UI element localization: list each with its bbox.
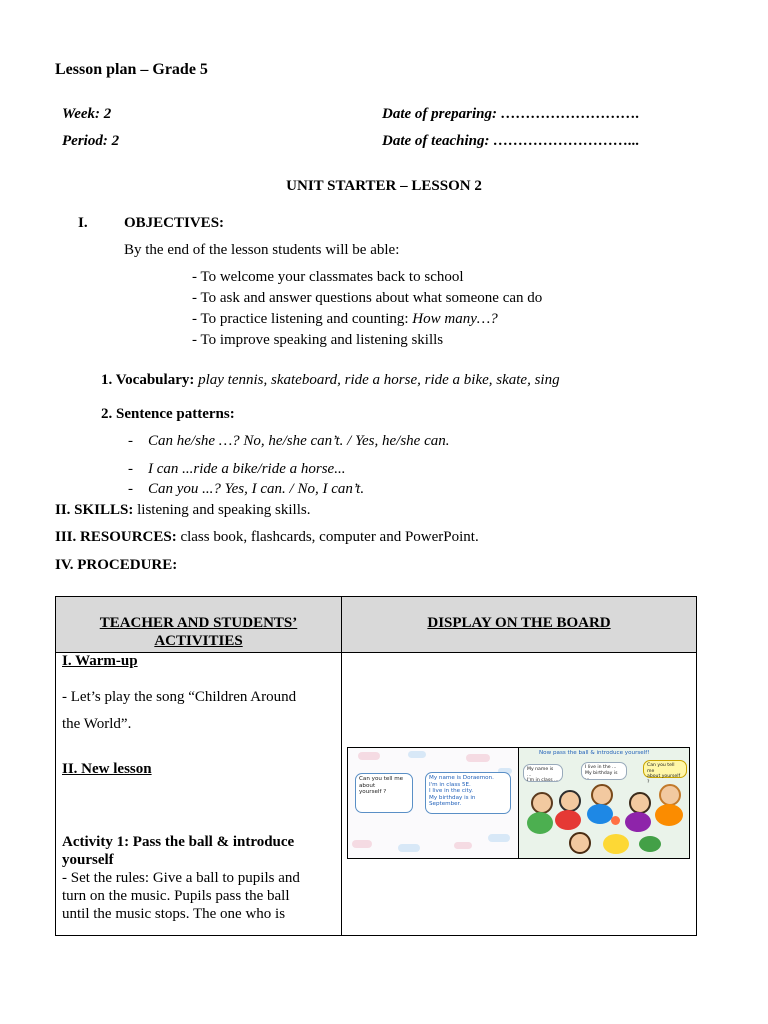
pattern-item: Can you ...? Yes, I can. / No, I can’t. — [148, 481, 365, 497]
skills-line — [55, 502, 310, 519]
slide-doraemon — [348, 748, 519, 858]
activity1-heading-line2: yourself — [62, 852, 114, 868]
speech-bubble — [523, 764, 563, 782]
bubble-line: about yourself ? — [647, 774, 681, 785]
bubble-line: I'm in class 5E. — [429, 781, 471, 788]
child-illustration — [587, 804, 613, 824]
objectives-numeral: I. — [78, 215, 88, 231]
child-illustration — [527, 812, 553, 834]
ball-illustration — [611, 816, 620, 825]
objectives-heading: OBJECTIVES: — [124, 215, 225, 231]
cloud-decoration — [352, 840, 372, 848]
week-label: Week: 2 — [62, 106, 112, 122]
cloud-decoration — [398, 844, 420, 852]
speech-bubble-question — [643, 760, 687, 785]
sentence-patterns-label: 2. Sentence patterns: — [101, 406, 235, 422]
warmup-text-line2: the World”. — [62, 716, 132, 732]
board-slides — [347, 747, 690, 859]
table-column-divider — [341, 597, 342, 935]
child-illustration — [591, 784, 613, 806]
child-illustration — [555, 810, 581, 830]
cloud-decoration — [488, 834, 510, 842]
objective-item: - To welcome your classmates back to school — [192, 269, 464, 285]
child-illustration — [603, 834, 629, 854]
objective-item: - To improve speaking and listening skills — [192, 332, 444, 348]
bubble-line: My name is ... — [527, 767, 554, 778]
document-title: Lesson plan – Grade 5 — [55, 61, 208, 78]
resources-text: class book, flashcards, computer and PowerPoint. — [180, 529, 479, 545]
speech-bubble-answer — [425, 772, 511, 814]
cloud-decoration — [408, 751, 426, 758]
bubble-line: My name is Doraemon. — [429, 775, 494, 781]
pattern-bullet: - — [128, 433, 133, 449]
pattern-bullet: - — [128, 461, 133, 477]
child-illustration — [569, 832, 591, 854]
col-activities-header — [56, 614, 341, 650]
skills-label: II. SKILLS: — [55, 502, 134, 518]
speech-bubble-question — [355, 773, 413, 813]
col-board-header: DISPLAY ON THE BOARD — [427, 615, 611, 631]
warmup-heading: I. Warm-up — [62, 653, 138, 669]
speech-bubble — [581, 762, 627, 780]
procedure-label: IV. PROCEDURE: — [55, 557, 178, 573]
pattern-item: I can ...ride a bike/ride a horse... — [148, 461, 346, 477]
slide-pass-the-ball — [519, 748, 689, 858]
cloud-decoration — [358, 752, 380, 760]
skills-text: listening and speaking skills. — [137, 502, 311, 518]
child-illustration — [659, 784, 681, 806]
rules-line: - Set the rules: Give a ball to pupils and — [62, 870, 300, 886]
objective-item: - To ask and answer questions about what someone can do — [192, 290, 543, 306]
child-illustration — [629, 792, 651, 814]
child-illustration — [625, 812, 651, 832]
warmup-text-line1: - Let’s play the song “Children Around — [62, 689, 297, 705]
activity1-heading-line1: Activity 1: Pass the ball & introduce — [62, 834, 295, 850]
child-illustration — [655, 804, 683, 826]
resources-label: III. RESOURCES: — [55, 529, 177, 545]
pattern-item: Can he/she …? No, he/she can’t. / Yes, he/she can. — [148, 433, 450, 449]
period-label: Period: 2 — [62, 133, 120, 149]
cloud-decoration — [466, 754, 490, 762]
new-lesson-heading: II. New lesson — [62, 761, 152, 777]
col-activities-header-line1: TEACHER AND STUDENTS’ — [99, 615, 298, 631]
bubble-line: about — [359, 782, 376, 789]
bubble-line: I live in the city. — [429, 788, 474, 795]
vocabulary-words: play tennis, skateboard, ride a horse, ride a bike, skate, sing — [198, 372, 560, 388]
rules-line: until the music stops. The one who is — [62, 906, 286, 922]
unit-title: UNIT STARTER – LESSON 2 — [286, 178, 482, 194]
bubble-line: Can you tell me — [647, 763, 675, 774]
bubble-line: I'm in class ... — [527, 778, 559, 784]
pattern-bullet: - — [128, 481, 133, 497]
bubble-line: My birthday is in — [429, 794, 476, 801]
resources-line — [55, 529, 479, 546]
bubble-line: My birthday is ... — [585, 770, 618, 782]
date-teaching: Date of teaching: ………………………... — [382, 133, 640, 149]
rules-line: turn on the music. Pupils pass the ball — [62, 888, 290, 904]
vocabulary-line — [101, 372, 560, 389]
bubble-line: I live in the ... — [585, 765, 617, 770]
child-illustration — [559, 790, 581, 812]
objectives-intro: By the end of the lesson students will be able: — [124, 242, 400, 258]
slide-title: Now pass the ball & introduce yourself! — [539, 750, 650, 756]
bubble-line: yourself ? — [359, 789, 387, 796]
bubble-line: Can you tell me — [359, 776, 404, 782]
child-illustration — [639, 836, 661, 852]
date-preparing: Date of preparing: ………………………. — [382, 106, 640, 122]
col-activities-header-line2: ACTIVITIES — [154, 633, 243, 649]
objective-item — [192, 311, 498, 328]
child-illustration — [531, 792, 553, 814]
cloud-decoration — [454, 842, 472, 849]
bubble-line: September. — [429, 801, 462, 808]
objective-item-italic: How many…? — [412, 311, 498, 327]
objective-item-text: - To practice listening and counting: — [192, 311, 413, 327]
vocabulary-label: 1. Vocabulary: — [101, 372, 195, 388]
